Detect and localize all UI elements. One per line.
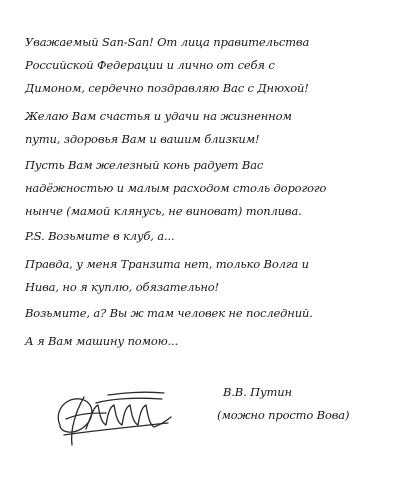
text-line: Пусть Вам железный конь радует Вас xyxy=(25,158,264,172)
signatory-note: (можно просто Вова) xyxy=(217,408,350,422)
text-line: P.S. Возьмите в клуб, а... xyxy=(25,229,175,243)
text-line: Правда, у меня Транзита нет, только Волга и xyxy=(25,257,309,271)
text-line: пути, здоровья Вам и вашим близким! xyxy=(25,132,260,146)
request-paragraph xyxy=(25,302,375,325)
transit-paragraph xyxy=(25,253,375,299)
text-line: нынче (мамой клянусь, не виноват) топлива. xyxy=(25,204,302,218)
text-line: Российской Федерации и лично от себя с xyxy=(25,58,275,72)
wishes-paragraph xyxy=(25,105,375,151)
signature-block xyxy=(217,381,387,427)
signatory-name: В.В. Путин xyxy=(223,385,292,399)
postscript-paragraph xyxy=(25,225,375,248)
text-line: Нива, но я куплю, обязательно! xyxy=(25,280,220,294)
text-line: надёжностью и малым расходом столь дорогого xyxy=(25,181,327,195)
text-line: Возьмите, а? Вы ж там человек не последний. xyxy=(25,306,313,320)
text-line: Димоном, сердечно поздравляю Вас с Днюхой! xyxy=(25,81,309,95)
greeting-paragraph xyxy=(25,31,375,100)
car-paragraph xyxy=(25,154,375,223)
handwritten-signature xyxy=(50,383,175,453)
closing-paragraph xyxy=(25,330,375,353)
text-line: А я Вам машину помою... xyxy=(25,334,179,348)
text-line: Желаю Вам счастья и удачи на жизненном xyxy=(25,109,292,123)
text-line: Уважаемый San-San! От лица правительства xyxy=(25,35,310,49)
